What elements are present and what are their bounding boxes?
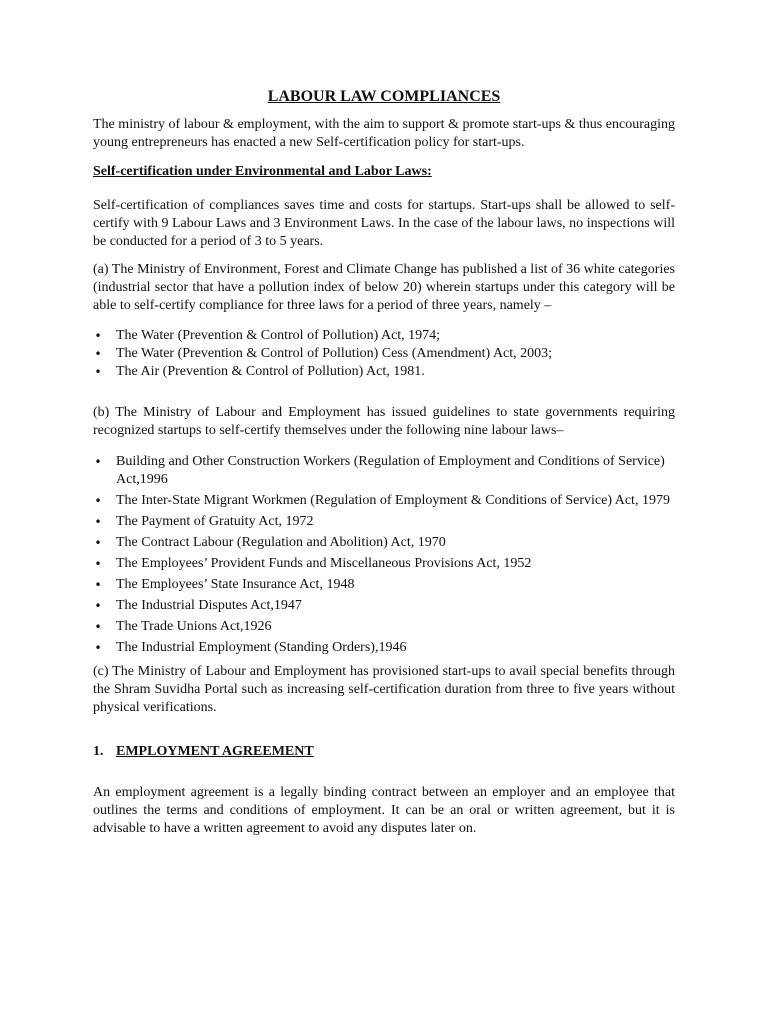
bullet-icon [93,534,103,553]
paragraph-a: (a) The Ministry of Environment, Forest and Climate Change has published a list of 36 white categories (industrial sector that have a pollution index of below 20) wherein startups under this category will be able to self-certify compliance for three laws for a period of three years, namely – [93,262,675,313]
list-item: • The Water (Prevention & Control of Pollution) Act, 1974; [93,327,675,345]
bullet-icon [93,345,103,364]
list-item: • The Industrial Disputes Act,1947 [93,597,675,615]
bullet-icon [93,576,103,595]
bullet-icon [93,597,103,616]
self-certification-paragraph: Self-certification of compliances saves time and costs for startups. Start-ups shall be allowed to self-certify with 9 Labour Laws and 3 Environment Laws. In the case of the labour laws, no inspections will be conducted for a period of 3 to 5 years. [93,198,675,249]
intro-paragraph: The ministry of labour & employment, with the aim to support & promote start-ups & thus encouraging young entrepreneurs has enacted a new Self-certification policy for start-ups. [93,117,675,150]
labour-laws-list [93,453,675,657]
list-item: • The Air (Prevention & Control of Pollution) Act, 1981. [93,363,675,381]
list-item: • The Industrial Employment (Standing Orders),1946 [93,639,675,657]
bullet-icon [93,555,103,574]
list-item: • The Contract Labour (Regulation and Abolition) Act, 1970 [93,534,675,552]
employment-agreement-heading [93,743,675,761]
paragraph-c: (c) The Ministry of Labour and Employment has provisioned start-ups to avail special benefits through the Shram Suvidha Portal such as increasing self-certification duration from three to five years without physical verifications. [93,664,675,715]
environment-laws-list [93,327,675,381]
section-heading: Self-certification under Environmental and Labor Laws: [93,164,432,179]
list-item: • The Trade Unions Act,1926 [93,618,675,636]
paragraph-b: (b) The Ministry of Labour and Employment has issued guidelines to state governments requiring recognized startups to self-certify themselves under the following nine labour laws– [93,405,675,438]
bullet-icon [93,639,103,658]
list-item: • The Payment of Gratuity Act, 1972 [93,513,675,531]
bullet-icon [93,327,103,346]
employment-agreement-paragraph: An employment agreement is a legally binding contract between an employer and an employee that outlines the terms and conditions of employment. It can be an oral or written agreement, but it is advisable to have a written agreement to avoid any disputes later on. [93,785,675,836]
bullet-icon [93,453,103,472]
document-title: LABOUR LAW COMPLIANCES [267,88,501,105]
list-item: • The Employees’ State Insurance Act, 1948 [93,576,675,594]
list-item: • The Employees’ Provident Funds and Miscellaneous Provisions Act, 1952 [93,555,675,573]
document-body [93,86,675,838]
heading-text: EMPLOYMENT AGREEMENT [116,744,314,759]
heading-number: 1. [93,744,104,759]
list-item: • Building and Other Construction Workers (Regulation of Employment and Conditions of Service) Act,1996 [93,453,675,489]
bullet-icon [93,492,103,511]
list-item: • The Inter-State Migrant Workmen (Regulation of Employment & Conditions of Service) Act, 1979 [93,492,675,510]
bullet-icon [93,618,103,637]
bullet-icon [93,363,103,382]
list-item: • The Water (Prevention & Control of Pollution) Cess (Amendment) Act, 2003; [93,345,675,363]
bullet-icon [93,513,103,532]
